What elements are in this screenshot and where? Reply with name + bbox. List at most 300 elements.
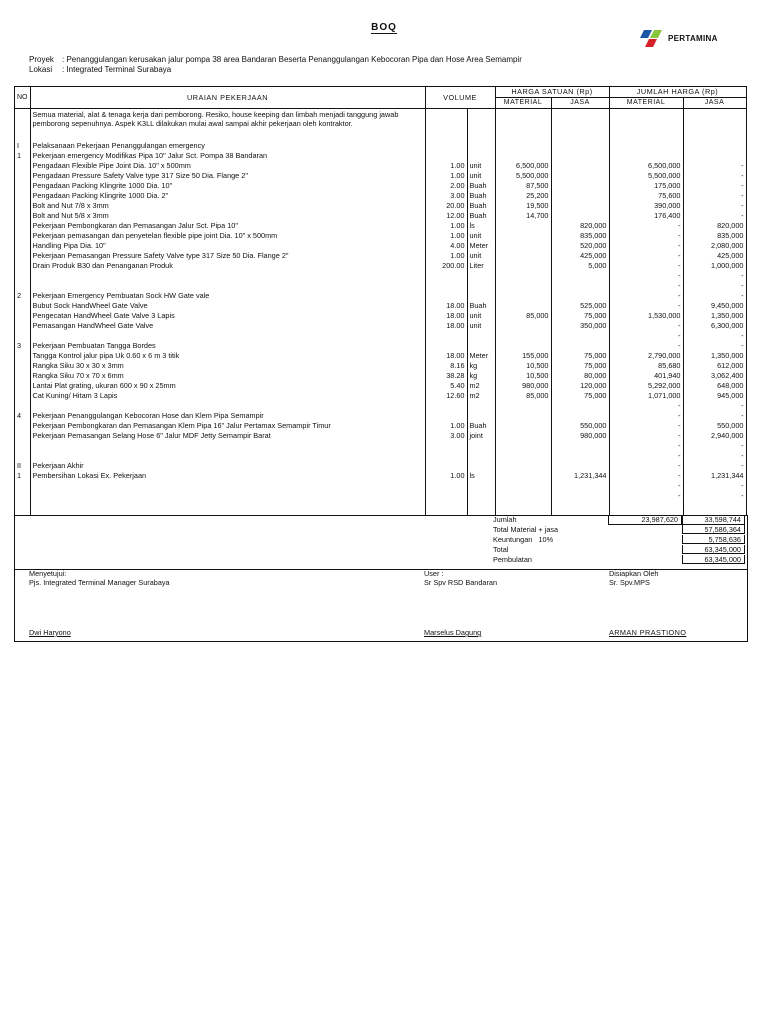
row-total-material: 6,500,000	[609, 161, 683, 171]
row-unit-price-jasa: 75,000	[551, 391, 609, 401]
row-no	[15, 371, 31, 381]
row-total-material: -	[609, 231, 683, 241]
table-row	[15, 411, 747, 421]
header-volume: VOLUME	[425, 87, 495, 109]
row-volume	[425, 281, 467, 291]
row-total-jasa: -	[683, 211, 746, 221]
row-description: Semua material, alat & tenaga kerja dari pemborong. Resiko, house keeping dan limbah menjadi tanggung jawab pemborong sepenuhnya. Aspek K3LL dilakukan mulai awal sampai akhir pekerjaan oleh kontraktor.	[30, 109, 425, 142]
row-unit-price-jasa	[551, 211, 609, 221]
row-no	[15, 301, 31, 311]
row-no	[15, 421, 31, 431]
sum-jumlah-label: Jumlah	[493, 515, 517, 524]
row-total-jasa	[683, 141, 746, 151]
row-unit: Buah	[467, 201, 495, 211]
row-unit-price-material: 19,500	[495, 201, 551, 211]
table-row	[15, 109, 747, 142]
row-total-jasa: 835,000	[683, 231, 746, 241]
row-unit-price-jasa	[551, 151, 609, 161]
row-unit-price-material: 14,700	[495, 211, 551, 221]
row-total-jasa: 425,000	[683, 251, 746, 261]
row-total-jasa: 550,000	[683, 421, 746, 431]
logo-text: PERTAMINA	[668, 33, 718, 43]
row-volume	[425, 141, 467, 151]
row-no: 3	[15, 341, 31, 351]
header-total-jasa: JASA	[683, 98, 746, 109]
row-unit-price-jasa	[551, 291, 609, 301]
row-volume	[425, 331, 467, 341]
row-total-jasa: 3,062,400	[683, 371, 746, 381]
row-unit-price-jasa: 1,231,344	[551, 471, 609, 481]
row-description	[30, 481, 425, 491]
row-total-jasa: 612,000	[683, 361, 746, 371]
row-unit-price-material	[495, 461, 551, 471]
table-filler-row	[15, 501, 747, 516]
location-value: : Integrated Terminal Surabaya	[62, 65, 172, 74]
row-unit-price-jasa	[551, 281, 609, 291]
row-unit-price-material	[495, 481, 551, 491]
row-unit: ls	[467, 471, 495, 481]
table-row	[15, 461, 747, 471]
project-label: Proyek	[29, 55, 54, 64]
row-description: Rangka Siku 70 x 70 x 6mm	[30, 371, 425, 381]
table-row	[15, 251, 747, 261]
row-unit-price-material: 87,500	[495, 181, 551, 191]
row-unit-price-material	[495, 251, 551, 261]
document-title: BOQ	[371, 22, 397, 33]
row-unit-price-material: 85,000	[495, 391, 551, 401]
table-row	[15, 261, 747, 271]
row-unit-price-material	[495, 291, 551, 301]
row-no	[15, 201, 31, 211]
row-no	[15, 281, 31, 291]
table-row	[15, 181, 747, 191]
sum-pembulatan-label: Pembulatan	[493, 555, 532, 564]
header-no: NO	[15, 87, 31, 109]
row-volume: 8.16	[425, 361, 467, 371]
table-row	[15, 301, 747, 311]
table-row	[15, 241, 747, 251]
row-total-material: 401,940	[609, 371, 683, 381]
table-row	[15, 311, 747, 321]
row-volume: 12.00	[425, 211, 467, 221]
row-volume: 38.28	[425, 371, 467, 381]
row-unit-price-jasa: 520,000	[551, 241, 609, 251]
prepared-role: Sr. Spv.MPS	[609, 578, 650, 587]
row-unit-price-material	[495, 281, 551, 291]
row-unit: Meter	[467, 351, 495, 361]
sum-total-mj-label: Total Material + jasa	[493, 525, 559, 534]
row-unit: unit	[467, 251, 495, 261]
row-unit-price-jasa	[551, 441, 609, 451]
row-description: Pemasangan HandWheel Gate Valve	[30, 321, 425, 331]
row-unit-price-jasa	[551, 491, 609, 501]
row-volume: 4.00	[425, 241, 467, 251]
row-unit-price-material	[495, 261, 551, 271]
table-row	[15, 231, 747, 241]
row-volume: 18.00	[425, 321, 467, 331]
row-unit-price-material: 6,500,000	[495, 161, 551, 171]
row-unit-price-material: 155,000	[495, 351, 551, 361]
row-total-material: 85,680	[609, 361, 683, 371]
row-unit-price-jasa	[551, 141, 609, 151]
row-volume	[425, 411, 467, 421]
filler-cell	[15, 501, 31, 516]
row-no: 1	[15, 151, 31, 161]
row-description: Pengadaan Packing Klingrite 1000 Dia. 10"	[30, 181, 425, 191]
row-volume: 12.60	[425, 391, 467, 401]
sum-pembulatan-value: 63,345,000	[682, 555, 745, 564]
row-unit: m2	[467, 381, 495, 391]
row-description	[30, 491, 425, 501]
row-total-material: -	[609, 401, 683, 411]
approved-label: Menyetujui:	[29, 569, 67, 578]
row-unit: Buah	[467, 421, 495, 431]
row-total-jasa: 820,000	[683, 221, 746, 231]
location-line	[29, 65, 171, 74]
row-total-material: -	[609, 301, 683, 311]
row-total-jasa: 2,080,000	[683, 241, 746, 251]
table-row	[15, 491, 747, 501]
row-description: Bubut Sock HandWheel Gate Valve	[30, 301, 425, 311]
row-unit: Meter	[467, 241, 495, 251]
header-unit-price: HARGA SATUAN (Rp)	[495, 87, 609, 98]
row-unit	[467, 401, 495, 411]
row-unit-price-material	[495, 471, 551, 481]
row-no	[15, 331, 31, 341]
row-volume: 18.00	[425, 301, 467, 311]
row-description: Pekerjaan Akhir	[30, 461, 425, 471]
row-volume: 3.00	[425, 431, 467, 441]
filler-cell	[30, 501, 425, 516]
row-unit-price-material: 25,200	[495, 191, 551, 201]
row-total-jasa: 1,000,000	[683, 261, 746, 271]
row-unit: unit	[467, 321, 495, 331]
row-unit-price-jasa: 5,000	[551, 261, 609, 271]
row-total-material: -	[609, 461, 683, 471]
row-unit-price-material	[495, 109, 551, 142]
header-total-price: JUMLAH HARGA (Rp)	[609, 87, 746, 98]
row-description: Pelaksanaan Pekerjaan Penanggulangan emergency	[30, 141, 425, 151]
table-row	[15, 421, 747, 431]
row-total-material: 75,600	[609, 191, 683, 201]
summary-section	[14, 515, 748, 570]
row-unit-price-jasa: 550,000	[551, 421, 609, 431]
row-no	[15, 109, 31, 142]
row-unit-price-material: 10,500	[495, 361, 551, 371]
row-total-material	[609, 141, 683, 151]
row-total-material: -	[609, 221, 683, 231]
row-unit	[467, 441, 495, 451]
row-unit	[467, 291, 495, 301]
table-row	[15, 321, 747, 331]
row-unit-price-material	[495, 231, 551, 241]
approved-name: Dwi Haryono	[29, 628, 71, 637]
row-unit: joint	[467, 431, 495, 441]
row-unit-price-jasa	[551, 171, 609, 181]
sum-jumlah-jasa: 33,598,744	[682, 515, 745, 525]
row-total-jasa: -	[683, 491, 746, 501]
row-unit: Buah	[467, 211, 495, 221]
row-unit-price-material	[495, 491, 551, 501]
row-total-jasa: -	[683, 191, 746, 201]
row-unit-price-jasa: 75,000	[551, 361, 609, 371]
row-unit-price-jasa	[551, 461, 609, 471]
table-row	[15, 341, 747, 351]
row-unit: Buah	[467, 181, 495, 191]
table-row	[15, 171, 747, 181]
row-description: Pekerjaan Pembuatan Tangga Bordes	[30, 341, 425, 351]
row-volume	[425, 441, 467, 451]
row-volume: 200.00	[425, 261, 467, 271]
row-unit	[467, 481, 495, 491]
sum-jumlah-material: 23,987,620	[608, 515, 682, 525]
row-total-material: -	[609, 331, 683, 341]
signature-section	[14, 569, 748, 642]
table-row	[15, 291, 747, 301]
row-total-jasa: -	[683, 271, 746, 281]
sum-total-mj-value: 57,586,364	[682, 525, 745, 534]
row-unit-price-jasa	[551, 331, 609, 341]
row-description: Pekerjaan emergency Modifikas Pipa 10" Jalur Sct. Pompa 38 Bandaran	[30, 151, 425, 161]
row-description	[30, 441, 425, 451]
row-description: Pembersihan Lokasi Ex. Pekerjaan	[30, 471, 425, 481]
row-no	[15, 231, 31, 241]
row-volume	[425, 481, 467, 491]
row-description	[30, 281, 425, 291]
row-total-material: 175,000	[609, 181, 683, 191]
row-description: Handling Pipa Dia. 10"	[30, 241, 425, 251]
row-total-jasa: -	[683, 461, 746, 471]
approved-role: Pjs. Integrated Terminal Manager Surabaya	[29, 578, 170, 587]
row-volume: 18.00	[425, 351, 467, 361]
project-line	[29, 55, 522, 64]
row-description: Pekerjaan Pembongkaran dan Pemasangan Klem Pipa 16" Jalur Pertamax Semampir Timur	[30, 421, 425, 431]
row-unit-price-jasa: 980,000	[551, 431, 609, 441]
row-unit: m2	[467, 391, 495, 401]
row-description: Pekerjaan Pembongkaran dan Pemasangan Jalur Sct. Pipa 10"	[30, 221, 425, 231]
header-unit-jasa: JASA	[551, 98, 609, 109]
row-total-material: -	[609, 271, 683, 281]
row-description: Pengadaan Packing Klingrite 1000 Dia. 2"	[30, 191, 425, 201]
row-unit: unit	[467, 311, 495, 321]
row-unit-price-jasa	[551, 181, 609, 191]
row-unit: unit	[467, 161, 495, 171]
row-unit: kg	[467, 371, 495, 381]
pertamina-logo	[640, 28, 718, 48]
row-description: Pekerjaan Emergency Pembuatan Sock HW Gate vale	[30, 291, 425, 301]
row-unit-price-material	[495, 331, 551, 341]
row-unit-price-jasa: 820,000	[551, 221, 609, 231]
filler-cell	[495, 501, 551, 516]
row-volume	[425, 109, 467, 142]
row-no	[15, 491, 31, 501]
row-volume	[425, 151, 467, 161]
row-total-jasa	[683, 109, 746, 142]
row-no	[15, 381, 31, 391]
row-unit-price-material: 5,500,000	[495, 171, 551, 181]
row-volume	[425, 451, 467, 461]
row-unit	[467, 451, 495, 461]
row-unit-price-jasa	[551, 161, 609, 171]
row-unit	[467, 271, 495, 281]
row-total-jasa	[683, 151, 746, 161]
table-row	[15, 201, 747, 211]
table-row	[15, 151, 747, 161]
row-unit-price-jasa: 525,000	[551, 301, 609, 311]
row-total-jasa: 648,000	[683, 381, 746, 391]
row-total-material	[609, 151, 683, 161]
table-row	[15, 391, 747, 401]
row-unit-price-material	[495, 431, 551, 441]
row-total-material: 390,000	[609, 201, 683, 211]
row-total-jasa: -	[683, 401, 746, 411]
row-unit-price-material	[495, 321, 551, 331]
row-unit-price-jasa: 425,000	[551, 251, 609, 261]
filler-cell	[425, 501, 467, 516]
row-unit-price-material	[495, 271, 551, 281]
row-total-material: -	[609, 241, 683, 251]
filler-cell	[683, 501, 746, 516]
row-unit	[467, 281, 495, 291]
row-volume: 5.40	[425, 381, 467, 391]
user-name: Marselus Dagung	[424, 628, 482, 637]
row-no	[15, 191, 31, 201]
row-unit	[467, 109, 495, 142]
row-total-material: 1,530,000	[609, 311, 683, 321]
table-row	[15, 471, 747, 481]
row-volume: 1.00	[425, 171, 467, 181]
row-total-jasa: -	[683, 181, 746, 191]
row-unit-price-jasa: 75,000	[551, 351, 609, 361]
row-description	[30, 271, 425, 281]
row-description: Bolt and Nut 5/8 x 3mm	[30, 211, 425, 221]
row-total-jasa: 1,231,344	[683, 471, 746, 481]
row-unit	[467, 331, 495, 341]
row-total-jasa: 2,940,000	[683, 431, 746, 441]
row-volume: 1.00	[425, 231, 467, 241]
row-no	[15, 251, 31, 261]
row-unit: unit	[467, 231, 495, 241]
prepared-name: ARMAN PRASTIONO	[609, 628, 687, 637]
row-total-material: 5,500,000	[609, 171, 683, 181]
table-row	[15, 351, 747, 361]
row-unit-price-jasa: 75,000	[551, 311, 609, 321]
row-description	[30, 401, 425, 411]
row-volume: 20.00	[425, 201, 467, 211]
sum-keuntungan-value: 5,758,636	[682, 535, 745, 544]
table-row	[15, 271, 747, 281]
row-description	[30, 331, 425, 341]
row-total-material: -	[609, 291, 683, 301]
row-unit	[467, 341, 495, 351]
row-description: Pekerjaan Pemasangan Selang Hose 6" Jalur MDF Jetty Semampir Barat	[30, 431, 425, 441]
row-unit-price-material	[495, 401, 551, 411]
row-description: Drain Produk B30 dan Penanganan Produk	[30, 261, 425, 271]
row-unit-price-jasa: 120,000	[551, 381, 609, 391]
row-total-jasa: -	[683, 481, 746, 491]
row-total-material: -	[609, 481, 683, 491]
sum-total-value: 63,345,000	[682, 545, 745, 554]
row-unit-price-material	[495, 241, 551, 251]
row-total-jasa: -	[683, 201, 746, 211]
header-unit-material: MATERIAL	[495, 98, 551, 109]
row-total-jasa: 9,450,000	[683, 301, 746, 311]
filler-cell	[551, 501, 609, 516]
row-no	[15, 391, 31, 401]
row-volume: 1.00	[425, 251, 467, 261]
header-total-material: MATERIAL	[609, 98, 683, 109]
row-volume: 3.00	[425, 191, 467, 201]
row-no	[15, 171, 31, 181]
sum-keuntungan-label: Keuntungan	[493, 535, 533, 544]
row-unit-price-material: 10,500	[495, 371, 551, 381]
row-no	[15, 161, 31, 171]
row-total-material: -	[609, 251, 683, 261]
filler-cell	[467, 501, 495, 516]
row-unit: unit	[467, 171, 495, 181]
row-description: Pekerjaan pemasangan dan penyetelan flexible pipe joint Dia. 10" x 500mm	[30, 231, 425, 241]
table-row	[15, 221, 747, 231]
row-total-material: -	[609, 491, 683, 501]
row-unit-price-jasa: 80,000	[551, 371, 609, 381]
row-no: 2	[15, 291, 31, 301]
row-no	[15, 431, 31, 441]
row-volume	[425, 491, 467, 501]
row-total-material: -	[609, 281, 683, 291]
prepared-label: Disiapkan Oleh	[609, 569, 659, 578]
row-total-material: -	[609, 411, 683, 421]
row-total-material: 176,400	[609, 211, 683, 221]
row-volume	[425, 461, 467, 471]
project-value: : Penanggulangan kerusakan jalur pompa 38 area Bandaran Beserta Penanggulangan Kebocoran Pipa dan Hose Area Semampir	[62, 55, 522, 64]
row-unit-price-material	[495, 341, 551, 351]
row-total-jasa: -	[683, 441, 746, 451]
row-total-material: -	[609, 421, 683, 431]
row-unit	[467, 461, 495, 471]
row-unit: Liter	[467, 261, 495, 271]
table-row	[15, 371, 747, 381]
row-no	[15, 451, 31, 461]
table-row	[15, 361, 747, 371]
row-volume: 18.00	[425, 311, 467, 321]
row-volume	[425, 341, 467, 351]
table-row	[15, 481, 747, 491]
location-label: Lokasi	[29, 65, 53, 74]
row-unit-price-jasa	[551, 191, 609, 201]
row-unit-price-material	[495, 141, 551, 151]
row-no: I	[15, 141, 31, 151]
row-unit-price-jasa	[551, 411, 609, 421]
row-unit-price-material	[495, 421, 551, 431]
table-row	[15, 441, 747, 451]
row-unit	[467, 151, 495, 161]
row-unit: ls	[467, 221, 495, 231]
sum-keuntungan-pct: 10%	[538, 535, 554, 544]
row-unit-price-material	[495, 411, 551, 421]
row-volume: 1.00	[425, 221, 467, 231]
row-description: Pekerjaan Penanggulangan Kebocoran Hose dan Klem Pipa Semampir	[30, 411, 425, 421]
row-total-material: -	[609, 441, 683, 451]
row-total-jasa: 6,300,000	[683, 321, 746, 331]
row-total-jasa: 1,350,000	[683, 311, 746, 321]
row-description: Bolt and Nut 7/8 x 3mm	[30, 201, 425, 211]
row-total-material: 5,292,000	[609, 381, 683, 391]
row-unit-price-jasa	[551, 109, 609, 142]
pertamina-logo-icon	[640, 28, 666, 48]
table-row	[15, 431, 747, 441]
row-total-jasa: -	[683, 161, 746, 171]
row-total-jasa: -	[683, 171, 746, 181]
